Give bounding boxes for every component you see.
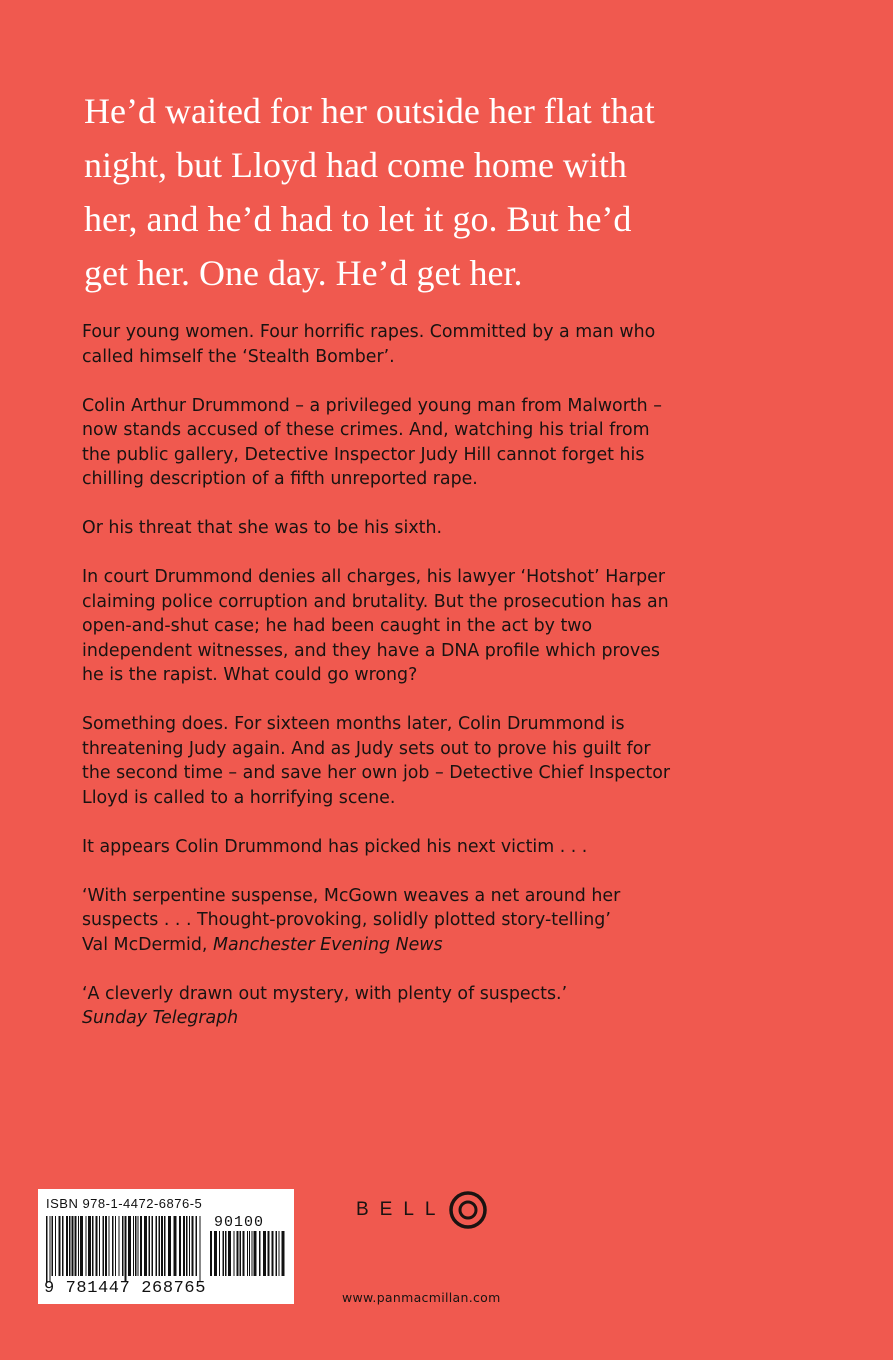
barcode-bar	[219, 1231, 220, 1276]
barcode-bar	[276, 1231, 278, 1276]
barcode-bar	[144, 1216, 147, 1276]
barcode-bar	[228, 1231, 231, 1276]
barcode-bar	[161, 1216, 163, 1276]
barcode-bar	[192, 1216, 194, 1276]
barcode-bar	[62, 1216, 64, 1276]
barcode-addon-bars	[210, 1231, 290, 1282]
blurb-paragraph: Something does. For sixteen months later, Colin Drummond is threatening Judy again. And as Judy sets out to prove his guilt for the second time – and save her own job – Detective Chief Inspector Lloyd is called to a horrifying scene.	[82, 714, 671, 808]
barcode-bar	[88, 1216, 91, 1276]
barcode-bar	[223, 1231, 225, 1276]
barcode-bar	[92, 1216, 94, 1276]
blurb-paragraph: Colin Arthur Drummond – a privileged young man from Malworth – now stands accused of these crimes. And, watching his trial from the public gallery, Detective Inspector Judy Hill cannot forget his chilling description of a fifth unreported rape.	[82, 395, 662, 489]
barcode-bar	[268, 1231, 270, 1276]
review-author: Val McDermid,	[82, 934, 213, 955]
barcode-bar	[149, 1216, 151, 1276]
barcode-bar	[96, 1216, 98, 1276]
barcode-bar	[174, 1216, 177, 1276]
barcode-bar	[78, 1216, 79, 1276]
review-source	[82, 933, 682, 958]
barcode-bar	[133, 1216, 134, 1276]
price-code: 90100	[214, 1214, 265, 1231]
barcode-bar	[109, 1216, 110, 1276]
barcode-bar	[214, 1231, 217, 1276]
pull-quote-line: her, and he’d had to let it go. But he’d	[84, 199, 632, 239]
barcode-bar	[186, 1216, 188, 1276]
review-publication: Manchester Evening News	[212, 934, 443, 955]
barcode-bars	[46, 1216, 206, 1282]
barcode-bar	[164, 1216, 166, 1276]
barcode-bar	[103, 1216, 105, 1276]
barcode-bar	[237, 1231, 239, 1276]
barcode-bar	[263, 1231, 266, 1276]
review-quote	[82, 884, 682, 958]
barcode-bar	[138, 1216, 139, 1276]
barcode-bar	[254, 1231, 257, 1276]
barcode-bar	[135, 1216, 137, 1276]
blurb-paragraph: In court Drummond denies all charges, his lawyer ‘Hotshot’ Harper claiming police corruption and brutality. But the prosecution has an open-and-shut case; he had been caught in the act by two independent witnesses, and they have a DNA profile which proves he is the rapist. What could go wrong?	[82, 567, 669, 685]
barcode-bar	[99, 1216, 100, 1276]
barcode-bar	[249, 1231, 250, 1276]
barcode-bar	[72, 1216, 74, 1276]
barcode-bar	[247, 1231, 248, 1276]
isbn-digits: 9 781447 268765	[44, 1279, 207, 1298]
barcode-bar	[159, 1216, 161, 1276]
review-publication: Sunday Telegraph	[82, 1008, 239, 1028]
barcode-bar	[243, 1231, 245, 1276]
barcode-bar	[69, 1216, 71, 1276]
barcode-bar	[200, 1216, 201, 1282]
barcode-bar	[152, 1216, 154, 1276]
barcode-bar	[115, 1216, 116, 1276]
barcode-bar	[50, 1216, 51, 1282]
barcode-bar	[179, 1216, 181, 1276]
barcode-bar	[86, 1216, 87, 1276]
barcode-bar	[55, 1216, 56, 1276]
blurb-paragraph: Or his threat that she was to be his sixth.	[82, 518, 442, 538]
barcode-bar	[168, 1216, 171, 1276]
publisher-website: www.panmacmillan.com	[342, 1290, 501, 1305]
barcode-bar	[183, 1216, 185, 1276]
barcode-bar	[59, 1216, 61, 1276]
blurb-paragraph: It appears Colin Drummond has picked his next victim . . .	[82, 836, 588, 857]
barcode-bar	[46, 1216, 48, 1282]
review-text: ‘A cleverly drawn out mystery, with plenty of suspects.’	[82, 983, 568, 1004]
barcode-bar	[52, 1216, 54, 1276]
barcode-bar	[66, 1216, 68, 1276]
barcode-bar	[210, 1231, 212, 1276]
barcode-box	[38, 1189, 294, 1304]
barcode-bar	[196, 1216, 198, 1276]
barcode-bar	[119, 1216, 120, 1276]
barcode-bar	[272, 1231, 274, 1276]
barcode-bar	[156, 1216, 158, 1276]
bell-o-logo-icon	[448, 1190, 488, 1230]
review-quote	[82, 982, 682, 1031]
review-source	[82, 1006, 682, 1031]
barcode-bar	[140, 1216, 142, 1276]
publisher-logo-text: BELL	[356, 1199, 447, 1220]
barcode-bar	[105, 1216, 107, 1276]
barcode-bar	[282, 1231, 285, 1276]
pull-quote	[84, 84, 724, 300]
pull-quote-line: night, but Lloyd had come home with	[84, 145, 627, 185]
barcode-bar	[189, 1216, 190, 1276]
barcode-bar	[112, 1216, 114, 1276]
barcode-bar	[128, 1216, 131, 1276]
barcode-bar	[122, 1216, 124, 1276]
barcode-bar	[80, 1216, 83, 1276]
blurb	[82, 320, 682, 1055]
isbn-label: ISBN 978-1-4472-6876-5	[46, 1196, 203, 1211]
barcode-bar	[234, 1231, 235, 1276]
barcode-bar	[225, 1231, 227, 1276]
barcode-bar	[259, 1231, 261, 1276]
barcode-bar	[125, 1216, 127, 1282]
blurb-paragraph: Four young women. Four horrific rapes. Committed by a man who called himself the ‘Stealth Bomber’.	[82, 322, 656, 367]
publisher-logo	[356, 1190, 488, 1230]
review-text: ‘With serpentine suspense, McGown weaves a net around her suspects . . . Thought-provoking, solidly plotted story-telling’	[82, 885, 621, 930]
barcode-bar	[279, 1231, 280, 1276]
barcode-bar	[252, 1231, 253, 1276]
pull-quote-line: He’d waited for her outside her flat that	[84, 91, 655, 131]
barcode-bar	[240, 1231, 242, 1276]
pull-quote-line: get her. One day. He’d get her.	[84, 253, 523, 293]
barcode-bar	[75, 1216, 77, 1276]
